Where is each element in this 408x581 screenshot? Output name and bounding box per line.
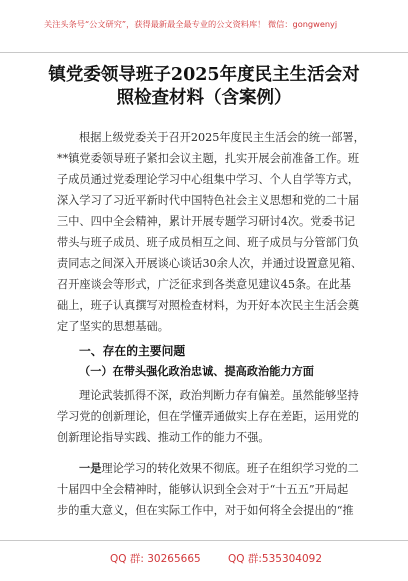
- paragraph-line: 根据上级党委关于召开2025年度民主生活会的统一部署，: [79, 131, 365, 144]
- paragraph-line: 责同志之间深入开展谈心谈话30余人次，并通过设置意见箱、: [57, 257, 363, 270]
- paragraph-line: 三中、四中全会精神，累计开展专题学习研讨4次。党委书记: [57, 215, 355, 228]
- section-heading: 一、存在的主要问题: [79, 344, 186, 358]
- subsection-heading: （一）在带头强化政治忠诚、提高政治能力方面: [79, 364, 314, 378]
- qq-group-1: QQ 群: 30265665: [110, 553, 201, 565]
- paragraph-line: 深入学习了习近平新时代中国特色社会主义思想和党的二十届: [57, 194, 360, 207]
- paragraph-line: 创新理论指导实践、推动工作的能力不强。: [57, 431, 270, 444]
- paragraph-line: 础上，班子认真撰写对照检查材料，为开好本次民主生活会奠: [57, 299, 360, 312]
- paragraph-line: **镇党委领导班子紧扣会议主题，扎实开展会前准备工作。班: [57, 152, 360, 165]
- body-paragraph-2: [57, 385, 360, 448]
- document-title: [0, 64, 408, 110]
- paragraph-line: 带头与班子成员、班子成员相互之间、班子成员与分管部门负: [57, 236, 360, 249]
- title-line-2: 照检查材料（含案例）: [116, 88, 292, 108]
- paragraph-text: 理论学习的转化效果不彻底。班子在组织学习党的二: [101, 462, 359, 475]
- promo-banner-text: 关注头条号“公文研究”，获得最新最全最专业的公文资料库！ 微信：gongwenyj: [44, 19, 338, 29]
- header-bar: [0, 0, 408, 53]
- paragraph-line: 理论武装抓得不深，政治判断力存有偏差。虽然能够坚持: [79, 389, 359, 402]
- paragraph-line: 定了坚实的思想基础。: [57, 320, 169, 333]
- paragraph-line: 子成员通过党委理论学习中心组集中学习、个人自学等方式，: [57, 173, 360, 186]
- footer-bar: [0, 540, 408, 581]
- paragraph-line: [57, 458, 359, 479]
- title-line-1: 镇党委领导班子2025年度民主生活会对: [48, 65, 360, 85]
- paragraph-line: 召开座谈会等形式，广泛征求到各类意见建议45条。在此基: [57, 278, 351, 291]
- intro-paragraph: [57, 127, 365, 337]
- body-paragraph-3: [57, 458, 359, 521]
- qq-group-2: QQ 群:535304092: [228, 553, 323, 565]
- paragraph-line: 十届四中全会精神时，能够认识到全会对于“十五五”开局起: [57, 483, 349, 496]
- paragraph-line: 学习党的创新理论，但在学懂弄通做实上存在差距，运用党的: [57, 410, 360, 423]
- paragraph-line: 步的重大意义，但在实际工作中，对于如何将全会提出的“推: [57, 504, 354, 517]
- emphasis-lead: 一是: [79, 461, 102, 475]
